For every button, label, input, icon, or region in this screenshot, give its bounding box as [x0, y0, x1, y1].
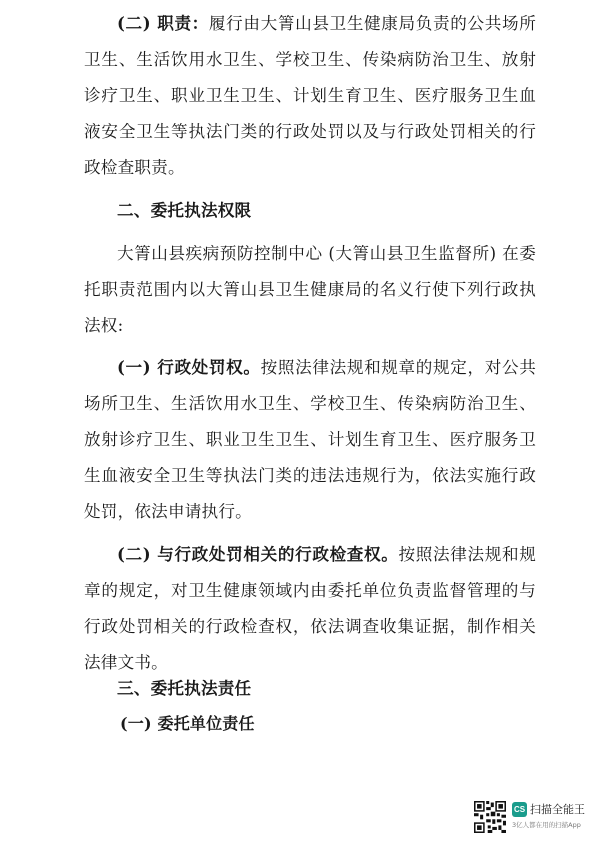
paragraph-inspection-power-body: 按照法律法规和规章的规定，对卫生健康领域内由委托单位负责监督管理的与行政处罚相关的行政检查权，依法调查收集证据，制作相关法律文书。 [84, 545, 536, 672]
paragraph-duties-lead: (二) 职责： [117, 13, 209, 33]
paragraph-inspection-power [84, 536, 536, 681]
scanner-watermark [474, 801, 592, 837]
app-tagline: 3亿人都在用的扫描App [512, 821, 581, 829]
app-name: 扫描全能王 [530, 803, 585, 816]
paragraph-duties-body: 履行由大箐山县卫生健康局负责的公共场所卫生、生活饮用水卫生、学校卫生、传染病防治卫生、放射诊疗卫生、职业卫生卫生、计划生育卫生、医疗服务卫生血液安全卫生等执法门类的行政处罚以及与行政处罚相关的行政检查职责。 [84, 14, 536, 177]
section-heading-2: 二、委托执法权限 [117, 200, 252, 220]
subsection-heading-1: (一) 委托单位责任 [120, 714, 255, 733]
paragraph-authority-intro: 大箐山县疾病预防控制中心 (大箐山县卫生监督所) 在委托职责范围内以大箐山县卫生健康局的名义行使下列行政执法权: [84, 244, 536, 335]
app-logo: CS [512, 802, 527, 817]
paragraph-penalty-power-lead: (一) 行政处罚权。 [117, 357, 261, 377]
paragraph-duties [84, 5, 536, 186]
paragraph-inspection-power-lead: (二) 与行政处罚相关的行政检查权。 [117, 544, 399, 564]
paragraph-penalty-power-body: 按照法律法规和规章的规定，对公共场所卫生、生活饮用水卫生、学校卫生、传染病防治卫生、放射诊疗卫生、职业卫生卫生、计划生育卫生、医疗服务卫生血液安全卫生等执法门类的违法违规行为，依法实施行政处罚，依法申请执行。 [84, 358, 536, 521]
section-heading-3: 三、委托执法责任 [117, 678, 252, 698]
paragraph-penalty-power [84, 349, 536, 530]
qr-code-icon [474, 801, 506, 833]
